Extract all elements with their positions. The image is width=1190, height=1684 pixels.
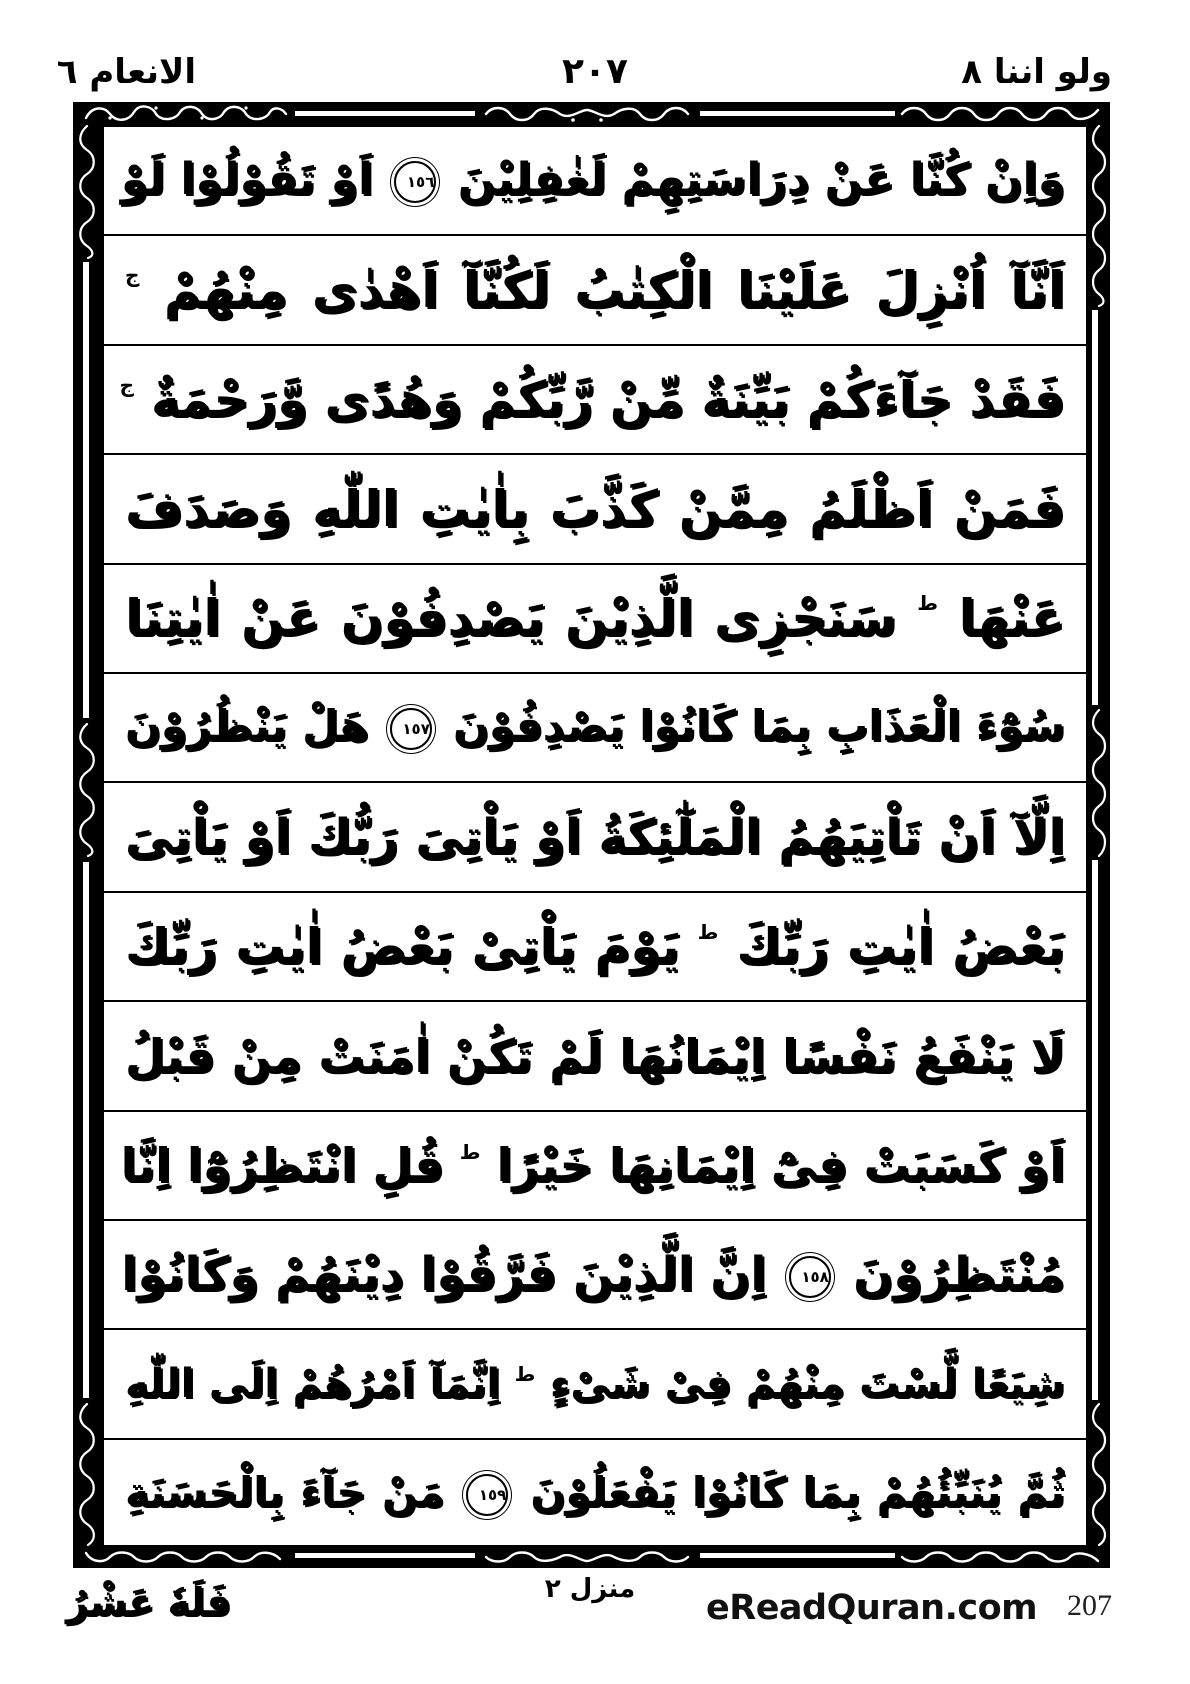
surah-name-header: الانعام ٦ [56,52,196,92]
verse-line-9 [104,1002,1086,1111]
line-text-continued: مَنْ جَآءَ بِالْحَسَنَةِ [125,1468,445,1517]
frame-bar-right-upper [1092,310,1098,705]
ornament-right-middle-icon [1089,708,1109,858]
line-text-continued: هَلْ يَنْظُرُوْنَ [125,701,369,751]
line-text: سُوْٓءَ الْعَذَابِ بِمَا كَانُوْا يَصْدِفُوْنَ [453,701,1066,751]
verse-line-1 [104,127,1086,236]
line-text: اَوْ كَسَبَتْ فِىْٓ اِيْمَانِهَا خَيْرًا [496,1138,1065,1193]
pause-mark-jeem: ج [119,372,134,397]
ornament-left-middle-icon [76,722,98,858]
line-text: بَعْضُ اٰيٰتِ رَبِّكَ [736,917,1065,975]
page-number-arabic: ٢٠٧ [562,51,628,92]
frame-bar-left-lower [83,862,89,1398]
website-link[interactable]: eReadQuran.com [706,1588,1038,1628]
pause-mark-taa: ط [917,591,939,616]
line-text: مُنْتَظِرُوْنَ [853,1246,1065,1302]
line-text: فَمَنْ اَظْلَمُ مِمَّنْ كَذَّبَ بِاٰيٰتِ اللّٰهِ وَصَدَفَ [125,479,1065,538]
ornament-bottom-left-icon [80,1549,290,1566]
ornament-left-top-icon [76,124,98,260]
verse-line-3 [104,346,1086,455]
ornament-right-bottom-icon [1089,1402,1109,1547]
frame-bar-right-lower [1092,860,1098,1400]
ayah-end-marker-156: ١٥٦ [394,161,436,203]
frame-bar-top-right [700,111,895,116]
line-text-continued: قُلِ انْتَظِرُوْٓا اِنَّا [120,1138,444,1193]
pause-mark-jeem: ج [125,263,140,288]
line-text-continued: يَوْمَ يَاْتِىْ بَعْضُ اٰيٰتِ رَبِّكَ [125,917,680,975]
page-number: 207 [1067,1589,1112,1622]
ayah-end-marker-158: ١٥٨ [789,1256,831,1298]
pause-mark-taa: ط [697,919,719,944]
juz-name-header: ولو اننا ٨ [961,52,1112,92]
verse-line-10 [104,1112,1086,1221]
catchword: فَلَهٗ عَشْرُ [66,1580,231,1624]
line-text: ثُمَّ يُنَبِّئُهُمْ بِمَا كَانُوْا يَفْعَلُوْنَ [530,1468,1065,1517]
line-text-continued: اِنَّمَآ اَمْرُهُمْ اِلَى اللّٰهِ [125,1361,501,1408]
verse-line-2 [104,236,1086,345]
frame-bar-left-upper [83,262,89,718]
verse-line-4 [104,455,1086,564]
frame-bar-top-left [295,111,475,116]
line-text-continued: اِنَّ الَّذِيْنَ فَرَّقُوْا دِيْنَهُمْ وَكَانُوْا [121,1246,767,1302]
ornament-top-center-icon [480,104,695,123]
verse-line-13 [104,1440,1086,1549]
verse-line-7 [104,783,1086,892]
line-text: لَا يَنْفَعُ نَفْسًا اِيْمَانُهَا لَمْ تَكُنْ اٰمَنَتْ مِنْ قَبْلُ [125,1028,1065,1083]
line-text: شِيَعًا لَّسْتَ مِنْهُمْ فِىْ شَىْءٍ [549,1361,1065,1408]
verse-line-5 [104,565,1086,674]
line-text-continued: اَوْ تَقُوْلُوْا لَوْ [120,154,374,206]
line-text: اَنَّآ اُنْزِلَ عَلَيْنَا الْكِتٰبُ لَكُنَّآ اَهْدٰى مِنْهُمْ [163,261,1065,320]
verse-line-12 [104,1330,1086,1439]
ayah-end-marker-159: ١٥٩ [466,1474,508,1516]
line-text: عَنْهَا [958,589,1065,648]
line-text-continued: سَنَجْزِى الَّذِيْنَ يَصْدِفُوْنَ عَنْ اٰيٰتِنَا [125,589,897,648]
verse-line-11 [104,1221,1086,1330]
ornament-right-top-icon [1089,124,1109,308]
ayah-end-marker-157: ١٥٧ [390,708,432,750]
line-text: وَاِنْ كُنَّا عَنْ دِرَاسَتِهِمْ لَغٰفِلِيْنَ [457,154,1065,206]
frame-bar-bottom-right [700,1553,895,1558]
quran-text-box [102,125,1088,1547]
verse-line-8 [104,893,1086,1002]
ornament-top-right-icon [898,104,1108,123]
pause-mark-taa: ط [514,1362,536,1387]
line-text: اِلَّآ اَنْ تَاْتِيَهُمُ الْمَلٰٓئِكَةُ اَوْ يَاْتِىَ رَبُّكَ اَوْ يَاْتِىَ [125,809,1065,866]
manzil-label: منزل ٢ [544,1574,636,1604]
frame-bar-bottom-left [295,1553,475,1558]
pause-mark-taa: ط [459,1140,481,1165]
ornament-bottom-right-icon [898,1549,1108,1566]
line-text: فَقَدْ جَآءَكُمْ بَيِّنَةٌ مِّنْ رَّبِّكُمْ وَهُدًى وَّرَحْمَةٌ [151,370,1065,428]
ornament-bottom-center-icon [480,1549,695,1566]
ornament-left-bottom-icon [76,1402,98,1547]
ornament-top-left-icon [80,104,290,123]
verse-line-6 [104,674,1086,783]
